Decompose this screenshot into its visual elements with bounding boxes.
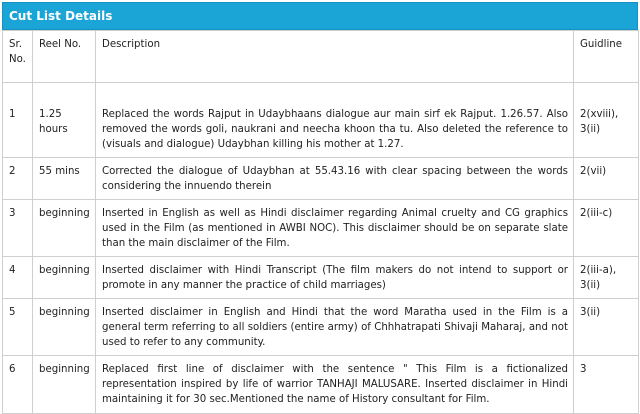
cell-description: Inserted disclaimer with Hindi Transcript (The film makers do not intend to support or promote in any manner the practice of child marriages) bbox=[96, 257, 574, 299]
cell-guideline: 2(iii-a), 3(ii) bbox=[574, 257, 639, 299]
cell-description: Replaced the words Rajput in Udaybhaans dialogue aur main sirf ek Rajput. 1.26.57. Also removed the words goli, naukrani and neecha khoon tha tu. Also deleted the reference to (visuals and dialogue) Udaybhan killing his mother at 1.27. bbox=[96, 83, 574, 158]
column-header-reel-no: Reel No. bbox=[33, 31, 96, 83]
cell-guideline: 2(vii) bbox=[574, 158, 639, 200]
cell-reel-no: beginning bbox=[33, 356, 96, 414]
cell-guideline: 3 bbox=[574, 356, 639, 414]
cell-sr-no: 6 bbox=[3, 356, 33, 414]
table-header-row bbox=[3, 31, 639, 83]
cell-description: Inserted in English as well as Hindi disclaimer regarding Animal cruelty and CG graphics used in the Film (as mentioned in AWBI NOC). This disclaimer should be on separate slate than the main disclaimer of the Film. bbox=[96, 200, 574, 257]
cell-reel-no: 55 mins bbox=[33, 158, 96, 200]
cell-description: Replaced first line of disclaimer with the sentence " This Film is a fictionalized representation inspired by life of warrior TANHAJI MALUSARE. Inserted disclaimer in Hindi maintaining it for 30 sec.Mentioned the name of History consultant for Film. bbox=[96, 356, 574, 414]
table-row bbox=[3, 158, 639, 200]
table-row bbox=[3, 257, 639, 299]
cell-sr-no: 3 bbox=[3, 200, 33, 257]
cell-sr-no: 5 bbox=[3, 299, 33, 356]
cell-reel-no: beginning bbox=[33, 200, 96, 257]
column-header-guideline: Guidline bbox=[574, 31, 639, 83]
cell-reel-no: 1.25 hours bbox=[33, 83, 96, 158]
cell-sr-no: 2 bbox=[3, 158, 33, 200]
cell-guideline: 2(xviii), 3(ii) bbox=[574, 83, 639, 158]
column-header-description: Description bbox=[96, 31, 574, 83]
cell-guideline: 3(ii) bbox=[574, 299, 639, 356]
table-row bbox=[3, 83, 639, 158]
cell-sr-no: 4 bbox=[3, 257, 33, 299]
cell-description: Inserted disclaimer in English and Hindi that the word Maratha used in the Film is a general term referring to all soldiers (entire army) of Chhhatrapati Shivaji Maharaj, and not used to refer to any community. bbox=[96, 299, 574, 356]
cut-list-panel bbox=[2, 2, 638, 414]
column-header-sr-no: Sr. No. bbox=[3, 31, 33, 83]
cut-list-table bbox=[2, 30, 639, 414]
panel-title: Cut List Details bbox=[2, 2, 638, 30]
table-row bbox=[3, 356, 639, 414]
cell-reel-no: beginning bbox=[33, 257, 96, 299]
table-row bbox=[3, 200, 639, 257]
cell-description: Corrected the dialogue of Udaybhan at 55.43.16 with clear spacing between the words considering the innuendo therein bbox=[96, 158, 574, 200]
cell-guideline: 2(iii-c) bbox=[574, 200, 639, 257]
cell-sr-no: 1 bbox=[3, 83, 33, 158]
cell-reel-no: beginning bbox=[33, 299, 96, 356]
table-row bbox=[3, 299, 639, 356]
